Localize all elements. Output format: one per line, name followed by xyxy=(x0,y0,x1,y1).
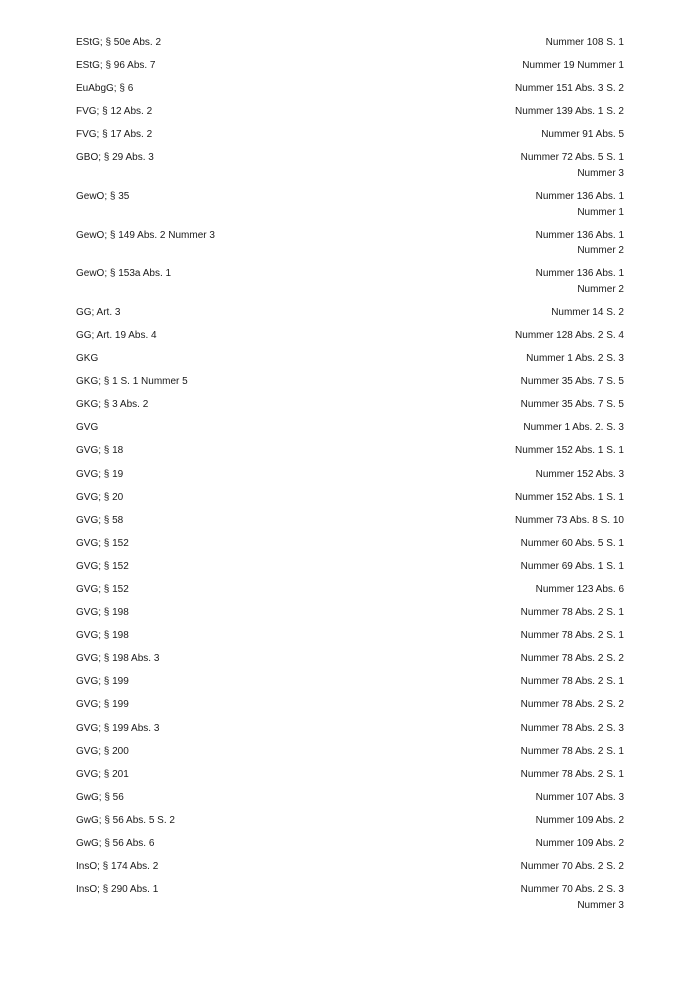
reference-cell xyxy=(515,513,624,529)
reference-line: Nummer 109 Abs. 2 xyxy=(535,814,624,826)
reference-line: Nummer 78 Abs. 2 S. 2 xyxy=(520,699,624,711)
index-entry xyxy=(76,490,624,506)
reference-line: Nummer 78 Abs. 2 S. 1 xyxy=(520,607,624,619)
index-entry xyxy=(76,744,624,760)
reference-cell xyxy=(521,536,624,552)
index-entry xyxy=(76,189,624,220)
reference-line: Nummer 1 xyxy=(577,206,624,218)
reference-line: Nummer 152 Abs. 3 xyxy=(535,468,624,480)
norm-citation: GewO; § 35 xyxy=(76,191,130,203)
index-entry xyxy=(76,790,624,806)
norm-citation: GKG xyxy=(76,353,99,365)
reference-line: Nummer 73 Abs. 8 S. 10 xyxy=(515,514,624,526)
norm-citation: EuAbgG; § 6 xyxy=(76,83,134,95)
norm-citation: GVG; § 199 Abs. 3 xyxy=(76,722,160,734)
reference-cell xyxy=(521,882,624,913)
index-entry xyxy=(76,767,624,783)
index-entry xyxy=(76,674,624,690)
norm-citation: InsO; § 174 Abs. 2 xyxy=(76,861,159,873)
norm-citation: InsO; § 290 Abs. 1 xyxy=(76,884,159,896)
reference-line: Nummer 78 Abs. 2 S. 2 xyxy=(520,653,624,665)
reference-line: Nummer 139 Abs. 1 S. 2 xyxy=(515,106,624,118)
reference-cell xyxy=(521,674,624,690)
norm-citation: GVG; § 198 xyxy=(76,607,129,619)
norm-citation: GVG; § 152 xyxy=(76,583,129,595)
reference-line: Nummer 109 Abs. 2 xyxy=(535,838,624,849)
index-entry xyxy=(76,58,624,74)
reference-cell xyxy=(536,467,624,483)
index-entry xyxy=(76,351,624,367)
reference-line: Nummer 78 Abs. 2 S. 1 xyxy=(520,768,624,780)
reference-line: Nummer 136 Abs. 1 xyxy=(535,229,624,241)
norm-citation: GVG; § 19 xyxy=(76,468,124,480)
reference-cell xyxy=(521,374,624,390)
index-entry xyxy=(76,266,624,297)
reference-cell xyxy=(541,127,624,143)
norm-citation: GVG; § 200 xyxy=(76,745,129,757)
index-entry xyxy=(76,420,624,436)
reference-line: Nummer 1 Abs. 2 S. 3 xyxy=(526,353,624,365)
reference-cell xyxy=(536,836,624,852)
reference-cell xyxy=(521,559,624,575)
reference-line: Nummer 107 Abs. 3 xyxy=(535,791,624,803)
reference-line: Nummer 151 Abs. 3 S. 2 xyxy=(515,83,624,95)
index-entry xyxy=(76,35,624,51)
reference-line: Nummer 123 Abs. 6 xyxy=(535,583,624,595)
norm-citation: GVG; § 198 Abs. 3 xyxy=(76,653,160,665)
index-entry xyxy=(76,228,624,259)
norm-citation: EStG; § 50e Abs. 2 xyxy=(76,37,162,48)
reference-line: Nummer 70 Abs. 2 S. 3 xyxy=(520,884,624,896)
index-entry xyxy=(76,328,624,344)
index-entry xyxy=(76,81,624,97)
index-entry xyxy=(76,150,624,181)
index-entry xyxy=(76,559,624,575)
index-entry xyxy=(76,582,624,598)
reference-cell xyxy=(521,767,624,783)
reference-line: Nummer 2 xyxy=(577,283,624,295)
norm-citation: GBO; § 29 Abs. 3 xyxy=(76,152,154,164)
reference-cell xyxy=(515,443,624,459)
reference-cell xyxy=(521,721,624,737)
norm-citation: GwG; § 56 Abs. 5 S. 2 xyxy=(76,814,175,826)
norm-citation: GVG xyxy=(76,422,99,434)
reference-cell xyxy=(521,397,624,413)
reference-cell xyxy=(536,813,624,829)
norm-citation: GG; Art. 19 Abs. 4 xyxy=(76,329,157,341)
reference-line: Nummer 78 Abs. 2 S. 1 xyxy=(520,676,624,688)
reference-cell xyxy=(536,189,624,220)
norm-citation: GVG; § 199 xyxy=(76,676,129,688)
reference-cell xyxy=(515,328,624,344)
reference-cell xyxy=(521,628,624,644)
norm-citation: FVG; § 17 Abs. 2 xyxy=(76,129,153,141)
index-entry xyxy=(76,651,624,667)
norm-citation: GKG; § 1 S. 1 Nummer 5 xyxy=(76,376,188,388)
norm-citation: GVG; § 152 xyxy=(76,560,129,572)
reference-line: Nummer 136 Abs. 1 xyxy=(535,268,624,280)
index-entry xyxy=(76,127,624,143)
reference-cell xyxy=(521,605,624,621)
reference-line: Nummer 14 S. 2 xyxy=(551,306,624,318)
reference-line: Nummer 2 xyxy=(577,245,624,257)
index-entry xyxy=(76,859,624,875)
reference-line: Nummer 19 Nummer 1 xyxy=(522,60,624,72)
index-entry xyxy=(76,536,624,552)
norm-citation: GVG; § 152 xyxy=(76,537,129,549)
norm-citation: GVG; § 18 xyxy=(76,445,124,457)
index-entry xyxy=(76,813,624,829)
norm-citation: GKG; § 3 Abs. 2 xyxy=(76,399,149,411)
index-entry xyxy=(76,697,624,713)
index-entry xyxy=(76,397,624,413)
reference-line: Nummer 72 Abs. 5 S. 1 xyxy=(520,152,624,164)
index-entry xyxy=(76,513,624,529)
index-entry xyxy=(76,836,624,852)
reference-cell xyxy=(515,104,624,120)
reference-cell xyxy=(536,582,624,598)
reference-cell xyxy=(521,150,624,181)
index-entry xyxy=(76,467,624,483)
reference-cell xyxy=(536,790,624,806)
reference-cell xyxy=(515,81,624,97)
reference-cell xyxy=(521,697,624,713)
reference-line: Nummer 70 Abs. 2 S. 2 xyxy=(520,861,624,873)
reference-line: Nummer 108 S. 1 xyxy=(545,37,624,48)
reference-cell xyxy=(521,651,624,667)
index-entry xyxy=(76,104,624,120)
index-entry xyxy=(76,305,624,321)
index-entry xyxy=(76,605,624,621)
index-entry xyxy=(76,443,624,459)
norm-citation: GewO; § 149 Abs. 2 Nummer 3 xyxy=(76,229,215,241)
reference-line: Nummer 78 Abs. 2 S. 1 xyxy=(520,745,624,757)
reference-cell xyxy=(536,266,624,297)
reference-line: Nummer 3 xyxy=(577,899,624,911)
reference-line: Nummer 78 Abs. 2 S. 3 xyxy=(520,722,624,734)
index-entry xyxy=(76,721,624,737)
reference-cell xyxy=(521,859,624,875)
reference-line: Nummer 1 Abs. 2. S. 3 xyxy=(523,422,624,434)
reference-line: Nummer 152 Abs. 1 S. 1 xyxy=(515,445,624,457)
reference-cell xyxy=(523,420,624,436)
reference-line: Nummer 128 Abs. 2 S. 4 xyxy=(515,329,624,341)
norm-citation: GVG; § 58 xyxy=(76,514,124,526)
reference-cell xyxy=(536,228,624,259)
norm-citation: GVG; § 20 xyxy=(76,491,124,503)
reference-cell xyxy=(546,35,624,51)
reference-line: Nummer 35 Abs. 7 S. 5 xyxy=(520,399,624,411)
reference-cell xyxy=(522,58,624,74)
norm-citation: GVG; § 199 xyxy=(76,699,129,711)
reference-cell xyxy=(521,744,624,760)
index-entry xyxy=(76,628,624,644)
norm-citation: GVG; § 198 xyxy=(76,630,129,642)
norm-citation: GG; Art. 3 xyxy=(76,306,121,318)
reference-line: Nummer 35 Abs. 7 S. 5 xyxy=(520,376,624,388)
norm-citation: EStG; § 96 Abs. 7 xyxy=(76,60,156,72)
reference-line: Nummer 3 xyxy=(577,167,624,179)
index-entry xyxy=(76,882,624,913)
reference-cell xyxy=(526,351,624,367)
reference-cell xyxy=(515,490,624,506)
reference-line: Nummer 136 Abs. 1 xyxy=(535,191,624,203)
reference-line: Nummer 91 Abs. 5 xyxy=(541,129,624,141)
norm-citation: GwG; § 56 Abs. 6 xyxy=(76,838,155,849)
norm-citation: GwG; § 56 xyxy=(76,791,124,803)
norm-citation: GewO; § 153a Abs. 1 xyxy=(76,268,172,280)
index-entry xyxy=(76,374,624,390)
norm-index-list xyxy=(76,35,624,921)
norm-citation: FVG; § 12 Abs. 2 xyxy=(76,106,153,118)
reference-cell xyxy=(551,305,624,321)
reference-line: Nummer 69 Abs. 1 S. 1 xyxy=(520,560,624,572)
reference-line: Nummer 152 Abs. 1 S. 1 xyxy=(515,491,624,503)
norm-citation: GVG; § 201 xyxy=(76,768,129,780)
reference-line: Nummer 78 Abs. 2 S. 1 xyxy=(520,630,624,642)
reference-line: Nummer 60 Abs. 5 S. 1 xyxy=(520,537,624,549)
